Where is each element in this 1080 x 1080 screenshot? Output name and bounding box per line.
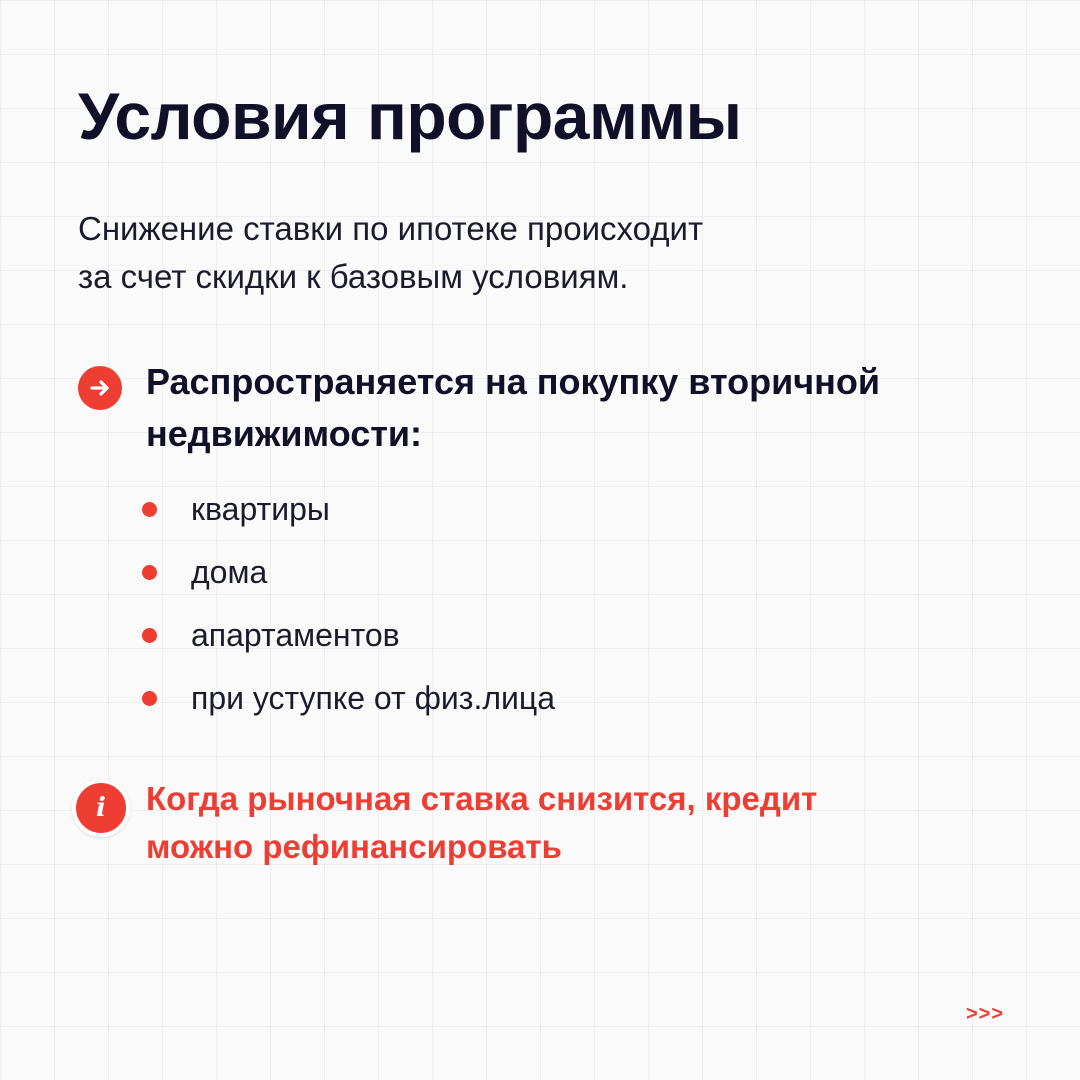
arrow-right-icon [78, 366, 122, 410]
feature-line-1: Распространяется на покупку вторичной [146, 361, 880, 402]
list-item [142, 667, 555, 730]
bullet-dot-icon [142, 628, 157, 643]
list-item-label: квартиры [191, 491, 330, 527]
list-item [142, 604, 555, 667]
property-type-list [142, 478, 555, 730]
list-item-label: дома [191, 554, 268, 590]
feature-text [146, 356, 880, 460]
list-item-label: апартаментов [191, 617, 400, 653]
list-item [142, 478, 555, 541]
page-title: Условия программы [78, 79, 742, 153]
note-text [146, 775, 817, 871]
feature-heading [78, 356, 998, 460]
bullet-dot-icon [142, 565, 157, 580]
note-line-2: можно рефинансировать [146, 828, 562, 865]
subtitle [78, 205, 898, 301]
next-slide-indicator[interactable]: >>> [965, 1003, 1004, 1025]
bullet-dot-icon [142, 691, 157, 706]
refinance-note [72, 775, 972, 871]
feature-line-2: недвижимости: [146, 413, 422, 454]
subtitle-line-2: за счет скидки к базовым условиям. [78, 258, 629, 295]
info-icon: i [72, 779, 130, 837]
note-line-1: Когда рыночная ставка снизится, кредит [146, 780, 818, 817]
list-item-label: при уступке от физ.лица [191, 680, 555, 716]
subtitle-line-1: Снижение ставки по ипотеке происходит [78, 210, 704, 247]
bullet-dot-icon [142, 502, 157, 517]
list-item [142, 541, 555, 604]
